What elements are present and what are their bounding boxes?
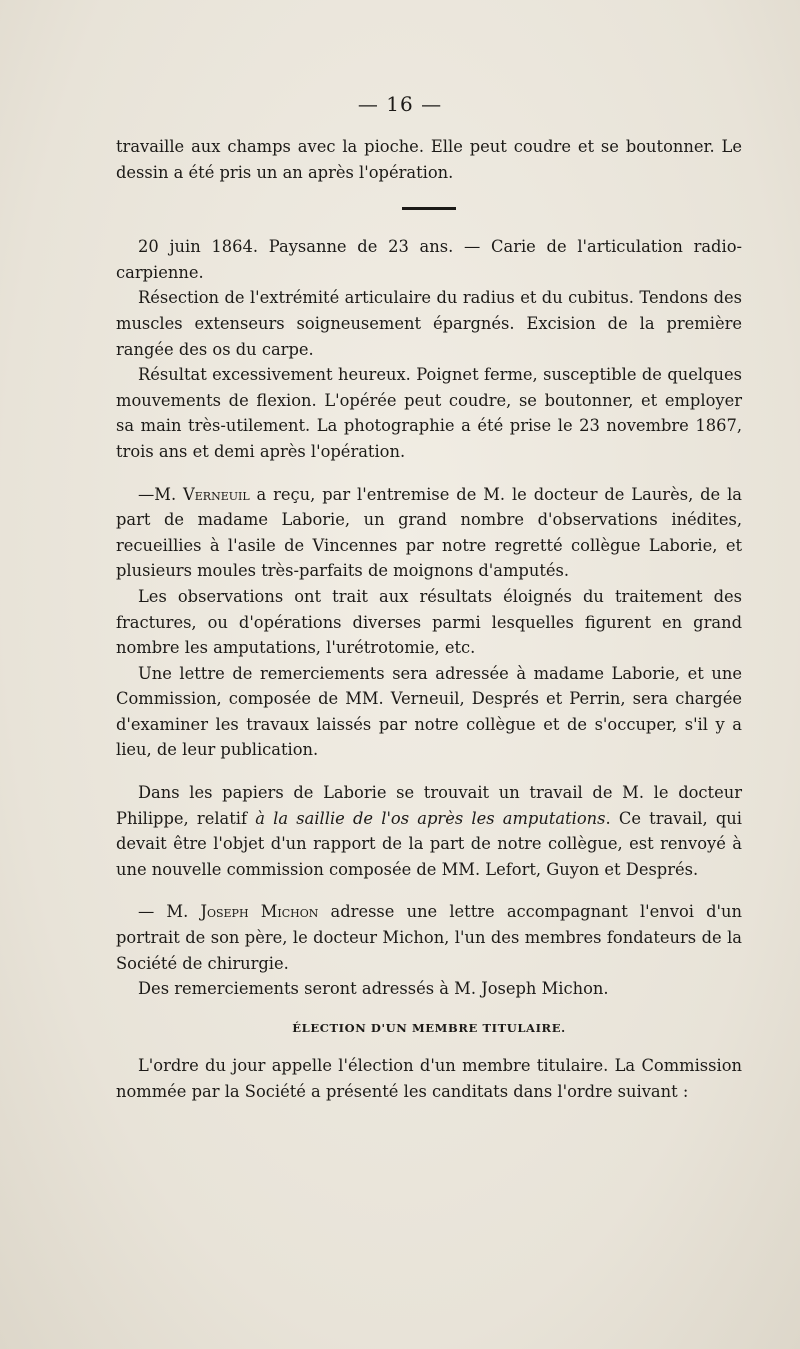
case-resection-paragraph: Résection de l'extrémité articulaire du radius et du cubitus. Tendons des muscles extenseurs soigneusement épargnés. Excision de la première rangée des os du carpe. [116,288,742,359]
philippe-paragraph [116,780,742,882]
election-paragraph: L'ordre du jour appelle l'élection d'un membre titulaire. La Commission nommée par la Société a présenté les canditats dans l'ordre suivant : [116,1056,742,1101]
page-number: — 16 — [357,92,443,116]
spacer [116,882,742,899]
section-rule [402,207,456,210]
spacer [116,763,742,780]
michon-text: adresse une lettre accompagnant l'envoi d'un portrait de son père, le docteur Michon, l'un des membres fondateurs de la Société de chirurgie. [116,902,742,973]
verneuil-paragraph [116,482,742,584]
verneuil-name: Verneuil [183,484,250,504]
case-result-paragraph: Résultat excessivement heureux. Poignet ferme, susceptible de quelques mouvements de flexion. L'opérée peut coudre, se boutonner, et employer sa main très-utilement. La photographie a été prise le 23 novembre 1867, trois ans et demi après l'opération. [116,365,742,461]
document-body [116,134,742,1105]
philippe-after: . Ce travail, qui devait être l'objet d'un rapport de la part de notre collègue, est renvoyé à une nouvelle commission composée de MM. Lefort, Guyon et Després. [116,808,742,879]
michon-paragraph [116,899,742,976]
case-date-paragraph: 20 juin 1864. Paysanne de 23 ans. — Carie de l'articulation radio-carpienne. [116,237,742,282]
observations-paragraph: Les observations ont trait aux résultats éloignés du traitement des fractures, ou d'opérations diverses parmi lesquelles figurent en grand nombre les amputations, l'urétrotomie, etc. [116,586,742,658]
election-heading: ÉLECTION D'UN MEMBRE TITULAIRE. [292,1020,566,1035]
michon-dash: — M. [138,902,201,922]
philippe-title: à la saillie de l'os après les amputations [255,808,606,828]
michon-thanks-paragraph: Des remerciements seront adressés à M. Joseph Michon. [138,979,609,999]
verneuil-dash: —M. [138,484,184,504]
continuation-paragraph: travaille aux champs avec la pioche. Elle peut coudre et se boutonner. Le dessin a été pris un an après l'opération. [116,137,742,182]
michon-name: Joseph Michon [200,902,319,922]
spacer [116,465,742,482]
philippe-before: Dans les papiers de Laborie se trouvait un travail de M. le docteur Philippe, relatif [116,783,742,828]
verneuil-text: a reçu, par l'entremise de M. le docteur de Laurès, de la part de madame Laborie, un grand nombre d'observations inédites, recueillies à l'asile de Vincennes par notre regretté collègue Laborie, et plusieurs moules très-parfaits de moignons d'amputés. [116,484,742,581]
commission-paragraph: Une lettre de remerciements sera adressée à madame Laborie, et une Commission, composée de MM. Verneuil, Després et Perrin, sera chargée d'examiner les travaux laissés par notre collègue et de s'occuper, s'il y a lieu, de leur publication. [116,663,742,760]
